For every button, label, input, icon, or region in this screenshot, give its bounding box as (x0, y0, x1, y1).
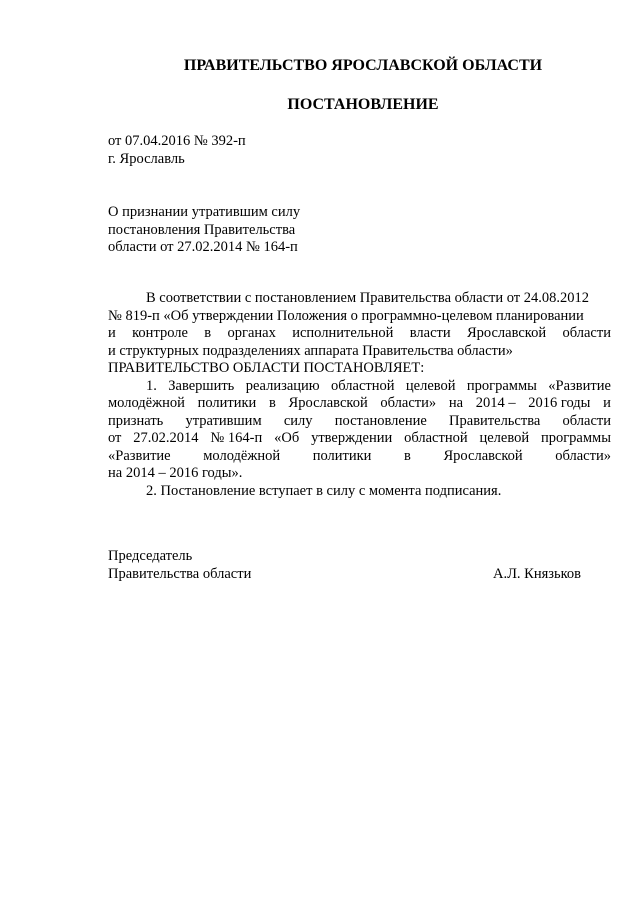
word: органах (227, 325, 276, 341)
word: целевой (405, 377, 456, 394)
word: области» (380, 395, 437, 411)
word: Завершить (168, 377, 235, 394)
word: «Развитие (108, 447, 171, 464)
word: Ярославской (466, 325, 547, 341)
word: «Об (274, 430, 300, 446)
issuing-authority: ПРАВИТЕЛЬСТВО ЯРОСЛАВСКОЙ ОБЛАСТИ (183, 57, 543, 74)
word: 2016 годы (528, 395, 591, 411)
word: на (448, 395, 464, 411)
word: области (562, 325, 611, 341)
word: целевой (479, 430, 530, 446)
word: силу (283, 412, 313, 429)
word: постановление (334, 412, 427, 429)
paragraph-line: и структурных подразделениях аппарата Правительства области» (108, 342, 513, 359)
decree-statement: ПРАВИТЕЛЬСТВО ОБЛАСТИ ПОСТАНОВЛЯЕТ: (108, 360, 425, 376)
item-2: 2. Постановление вступает в силу с момента подписания. (146, 482, 502, 499)
item-1-line (108, 430, 611, 448)
word: Ярославской (288, 395, 368, 411)
paragraph-line: В соответствии с постановлением Правительства области от 24.08.2012 (146, 290, 590, 306)
word: в (204, 325, 212, 341)
item-1-line (108, 395, 611, 413)
item-1-line (108, 448, 611, 466)
word: программы (466, 377, 537, 394)
word: 1. (146, 377, 157, 394)
word: области» (555, 447, 611, 464)
word: Правительства (449, 412, 541, 429)
word: от (108, 430, 122, 446)
signatory-title: Правительства области (108, 566, 252, 582)
word: и (603, 395, 611, 411)
item-1-line: на 2014 – 2016 годы». (108, 465, 243, 481)
word: области (562, 412, 611, 429)
word: политики (197, 395, 257, 411)
subject-line: О признании утратившим силу (108, 204, 301, 220)
word: областной (331, 377, 395, 394)
paragraph-line (108, 325, 611, 343)
word: молодёжной (203, 447, 281, 464)
word: контроле (132, 325, 188, 341)
signatory-name: А.Л. Князьков (493, 566, 582, 582)
word: 27.02.2014 (133, 430, 199, 446)
word: № 164-п (210, 430, 263, 446)
preamble-paragraph (108, 290, 611, 500)
document-city: г. Ярославль (108, 151, 185, 167)
word: исполнительной (292, 325, 394, 341)
word: и (108, 325, 116, 341)
word: политики (312, 447, 372, 464)
word: «Развитие (548, 377, 611, 394)
subject-line: постановления Правительства (108, 221, 296, 238)
subject-line: области от 27.02.2014 № 164-п (108, 239, 298, 255)
document-type-title: ПОСТАНОВЛЕНИЕ (287, 96, 439, 113)
word: программы (540, 430, 611, 446)
word: в (269, 395, 276, 411)
word: реализацию (245, 377, 320, 394)
word: 2014 – (475, 395, 516, 411)
word: власти (409, 325, 451, 341)
signatory-title: Председатель (108, 548, 193, 564)
paragraph-line: № 819-п «Об утверждении Положения о программно-целевом планировании (108, 307, 584, 324)
word: признать (108, 412, 164, 429)
word: в (404, 447, 411, 464)
word: молодёжной (108, 395, 185, 411)
word: утверждении (311, 430, 393, 446)
word: областной (404, 430, 468, 446)
item-1-line (108, 413, 611, 431)
item-1-line (108, 378, 611, 396)
document-date-number: от 07.04.2016 № 392-п (108, 133, 246, 149)
word: Ярославской (443, 447, 523, 464)
word: утратившим (185, 412, 262, 429)
